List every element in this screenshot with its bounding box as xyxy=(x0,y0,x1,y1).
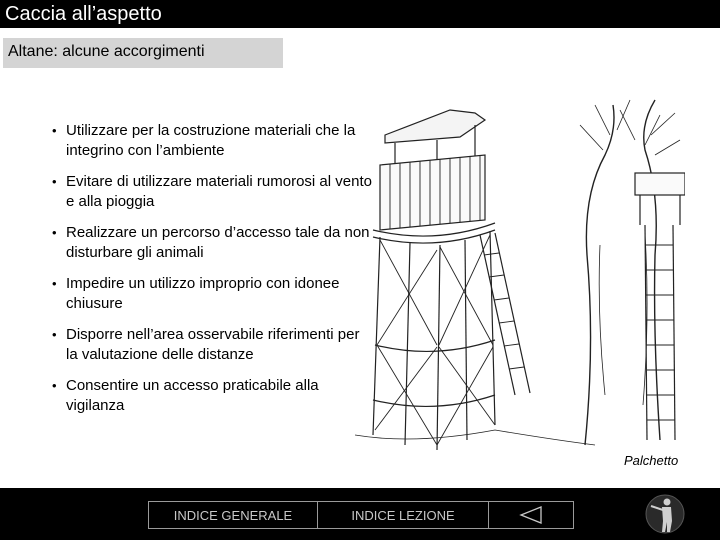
lesson-index-button[interactable]: INDICE LEZIONE xyxy=(317,501,489,529)
bullet-text: Utilizzare per la costruzione materiali che la integrino con l’ambiente xyxy=(66,122,356,159)
bullet-text: Evitare di utilizzare materiali rumorosi al vento e alla pioggia xyxy=(66,173,372,210)
bullet-dot: • xyxy=(52,174,57,189)
bullet-dot: • xyxy=(52,225,57,240)
bullet-dot: • xyxy=(52,378,57,393)
bullet-text: Disporre nell’area osservabile riferimenti per la valutazione delle distanze xyxy=(66,326,360,363)
bullet-text: Consentire un accesso praticabile alla vigilanza xyxy=(66,377,319,414)
illustration-caption: Palchetto xyxy=(624,453,679,468)
section-subtitle: Altane: alcune accorgimenti xyxy=(8,43,205,60)
bullet-item xyxy=(52,172,372,212)
bullet-text: Realizzare un percorso d’accesso tale da non disturbare gli animali xyxy=(66,224,370,261)
hunter-silhouette-icon xyxy=(641,493,689,535)
back-button[interactable] xyxy=(488,501,574,529)
bullet-list xyxy=(52,121,372,427)
bullet-dot: • xyxy=(52,276,57,291)
watchtower-illustration xyxy=(355,95,685,455)
bullet-dot: • xyxy=(52,327,57,342)
bullet-item xyxy=(52,325,372,365)
bullet-item xyxy=(52,121,372,161)
title-bar xyxy=(0,0,720,28)
bullet-item xyxy=(52,376,372,416)
bullet-dot: • xyxy=(52,123,57,138)
bullet-item xyxy=(52,223,372,263)
bullet-item xyxy=(52,274,372,314)
page-title: Caccia all’aspetto xyxy=(5,3,162,25)
bullet-text: Impedire un utilizzo improprio con idonee chiusure xyxy=(66,275,340,312)
triangle-left-icon xyxy=(519,505,543,525)
general-index-button[interactable]: INDICE GENERALE xyxy=(148,501,318,529)
section-subtitle-box xyxy=(3,38,283,68)
